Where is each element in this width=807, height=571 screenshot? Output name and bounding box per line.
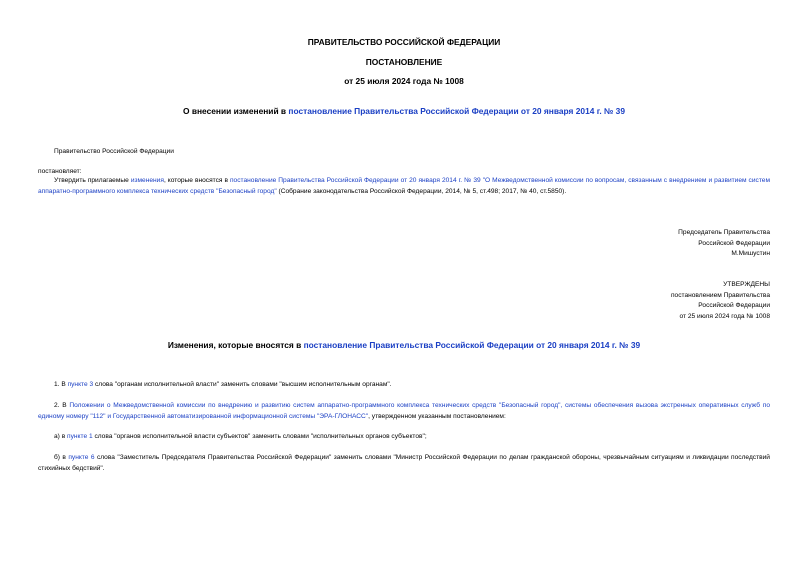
approved-line-3: Российской Федерации <box>698 302 770 310</box>
item-2-link[interactable]: Положении о Межведомственной комиссии по внедрению и развитию систем аппаратно-программного комплекса технических средств "Безопасный город", системы обеспечения вызова экстренных оперативных служб по единому номеру "112" и Государственной автоматизированной информационной системы "ЭРА-ГЛОНАСС" <box>38 402 771 420</box>
item-1-link[interactable]: пункте 3 <box>67 381 94 388</box>
changes-title-prefix: Изменения, которые вносятся в <box>167 340 304 350</box>
item-2-text-1: 2. В <box>54 402 70 409</box>
signature-block <box>678 228 770 260</box>
signature-line-2: Российской Федерации <box>698 239 770 247</box>
approve-text-4: (Собрание законодательства Российской Федерации, 2014, № 5, ст.498; 2017, № 40, ст.5850). <box>276 187 567 195</box>
postanovlyaet-line: постановляет: <box>38 168 82 175</box>
document-title-prefix: О внесении изменений в <box>182 106 289 116</box>
signature-name: М.Мишустин <box>731 250 770 258</box>
approved-line-2: постановлением Правительства <box>670 291 770 299</box>
item-2b-text-2: слова "Заместитель Председателя Правительства Российской Федерации" заменить словами "Министр Российской Федерации по делам гражданской обороны, чрезвычайным ситуациям и ликвидации последствий стихийных бедствий". <box>38 454 770 472</box>
item-2b-text-1: б) в <box>54 454 69 461</box>
item-2a-text-2: слова "органов исполнительной власти субъектов" заменить словами "исполнительных органов субъектов"; <box>92 433 427 440</box>
changes-link[interactable]: изменения <box>130 177 164 184</box>
approved-line-4: от 25 июля 2024 года № 1008 <box>679 312 770 320</box>
document-title <box>38 106 770 116</box>
changes-title <box>38 340 770 350</box>
signature-line-1: Председатель Правительства <box>678 229 770 236</box>
item-2 <box>38 401 770 422</box>
approved-block <box>671 280 770 322</box>
approve-paragraph <box>38 176 770 197</box>
changes-title-link[interactable]: постановление Правительства Российской Федерации от 20 января 2014 г. № 39 <box>303 340 641 350</box>
government-heading: ПРАВИТЕЛЬСТВО РОССИЙСКОЙ ФЕДЕРАЦИИ <box>307 37 501 47</box>
doc-date-number: от 25 июля 2024 года № 1008 <box>344 76 464 86</box>
item-2b <box>38 453 770 474</box>
preamble-line: Правительство Российской Федерации <box>54 148 174 155</box>
document-title-link[interactable]: постановление Правительства Российской Федерации от 20 января 2014 г. № 39 <box>288 106 626 116</box>
item-1-text-2: слова "органам исполнительной власти" заменить словами "высшим исполнительным органам". <box>93 381 392 388</box>
item-2a-link[interactable]: пункте 1 <box>67 433 93 440</box>
item-2a <box>38 432 770 443</box>
commission-title-link[interactable]: "О Межведомственной комиссии по вопросам, связанным с внедрением и развитием систем аппаратно-программного комплекса технических средств "Безопасный город" <box>38 177 770 195</box>
item-2b-link[interactable]: пункте 6 <box>68 454 95 461</box>
resolution-link[interactable]: постановление Правительства Российской Федерации от 20 января 2014 г. № 39 <box>229 177 481 184</box>
item-2-text-2: , утвержденном указанным постановлением: <box>368 412 506 420</box>
document-page <box>38 0 770 571</box>
item-1 <box>38 380 770 391</box>
doc-type-heading: ПОСТАНОВЛЕНИЕ <box>365 57 443 67</box>
item-2a-text-1: а) в <box>54 433 68 440</box>
item-1-text-1: 1. В <box>54 381 68 388</box>
approve-text-1: Утвердить прилагаемые <box>54 177 131 184</box>
approve-text-2: , которые вносятся в <box>163 177 230 184</box>
approved-line-1: УТВЕРЖДЕНЫ <box>723 281 770 288</box>
